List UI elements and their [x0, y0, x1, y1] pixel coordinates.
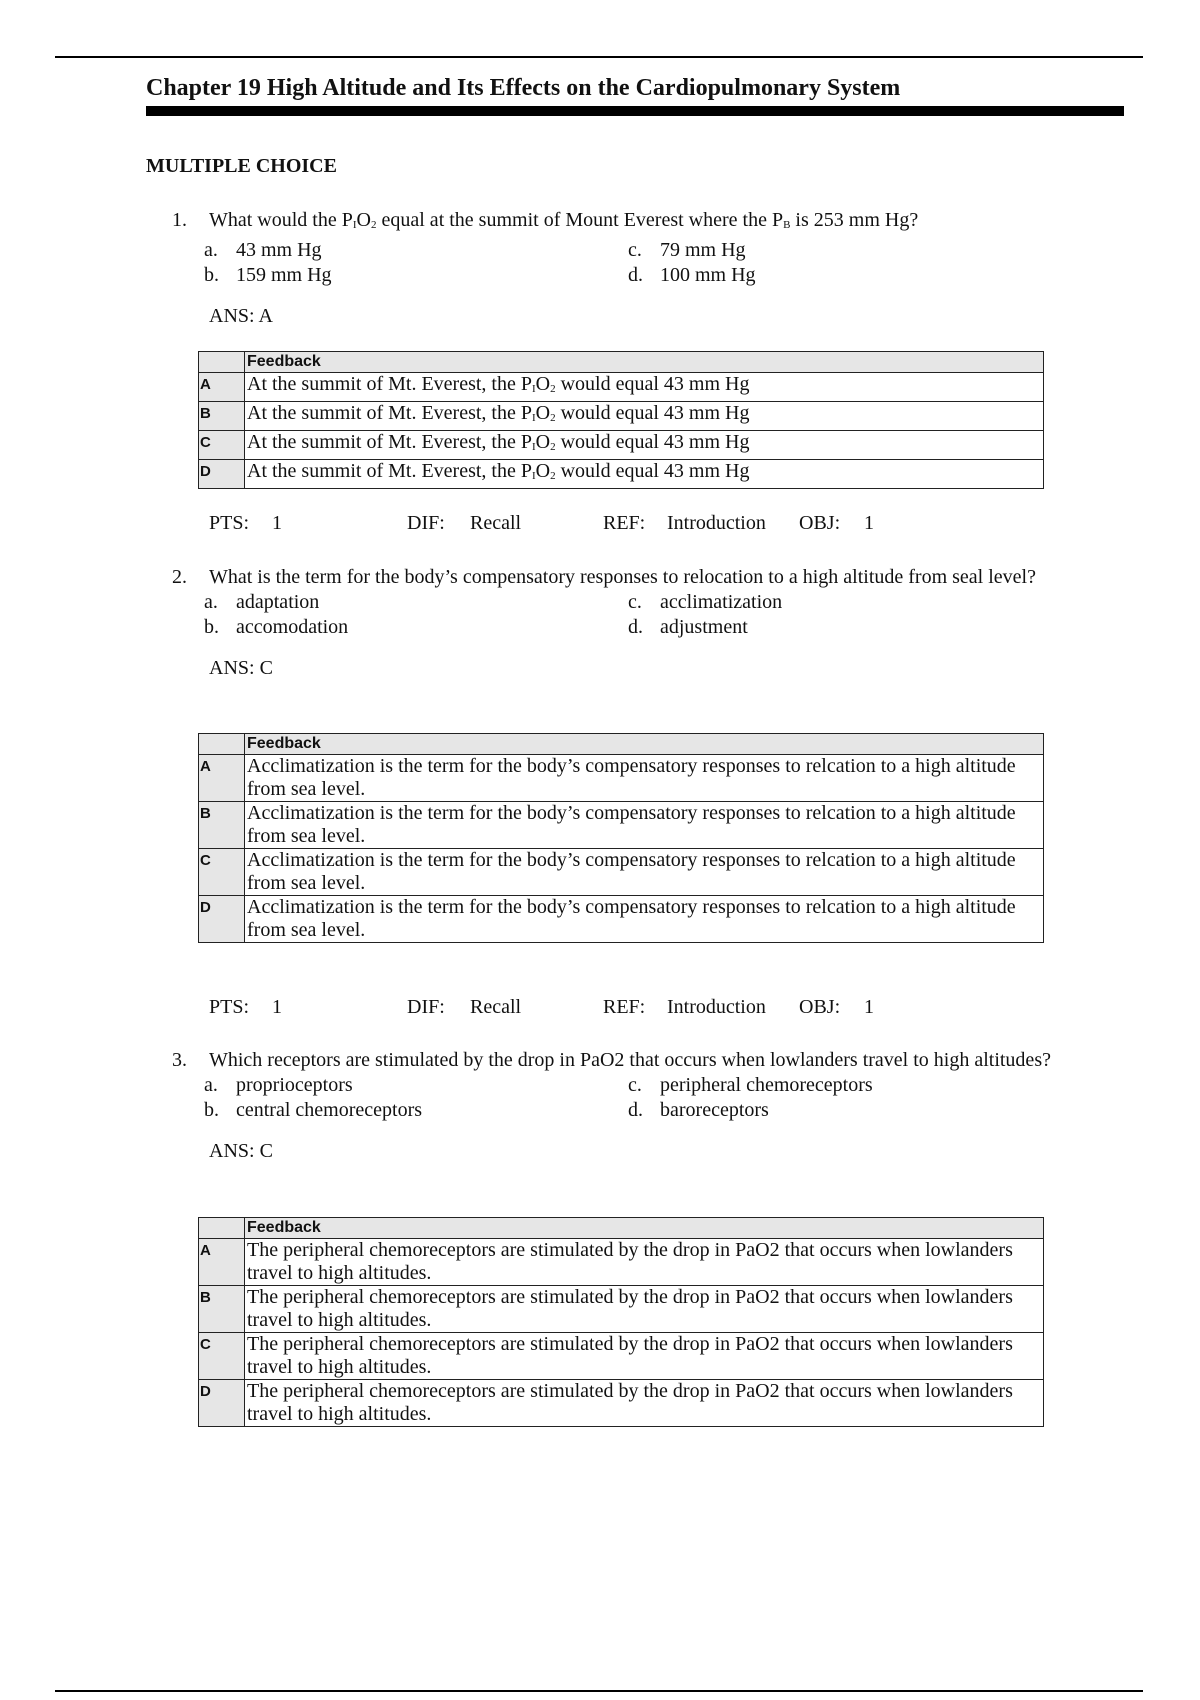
- answer-options: [204, 1073, 1092, 1123]
- feedback-row: B Acclimatization is the term for the body’s compensatory responses to relcation to a high altitude from sea level.: [199, 802, 1044, 849]
- chapter-header: [146, 72, 1124, 116]
- feedback-row: B At the summit of Mt. Everest, the $P_IO_2$ would equal 43 mm Hg: [199, 402, 1044, 431]
- question-number: 2.: [172, 566, 187, 588]
- answer-key: ANS: C: [209, 1140, 273, 1162]
- option-b: b. central chemoreceptors: [204, 1099, 423, 1121]
- question-1: [172, 208, 1092, 329]
- feedback-row: C Acclimatization is the term for the body’s compensatory responses to relcation to a high altitude from sea level.: [199, 849, 1044, 896]
- option-c: c. peripheral chemoreceptors: [628, 1074, 873, 1096]
- feedback-row: A The peripheral chemoreceptors are stimulated by the drop in PaO2 that occurs when lowlanders travel to high altitudes.: [199, 1239, 1044, 1286]
- option-d: d. 100 mm Hg: [628, 264, 756, 286]
- answer-options: [204, 238, 1092, 288]
- feedback-row: D Acclimatization is the term for the body’s compensatory responses to relcation to a high altitude from sea level.: [199, 896, 1044, 943]
- option-b: b. accomodation: [204, 616, 349, 638]
- feedback-header: Feedback: [245, 734, 1044, 755]
- section-heading: MULTIPLE CHOICE: [146, 155, 337, 177]
- question-2: [172, 565, 1092, 681]
- option-a: a. 43 mm Hg: [204, 239, 322, 261]
- feedback-row: B The peripheral chemoreceptors are stimulated by the drop in PaO2 that occurs when lowlanders travel to high altitudes.: [199, 1286, 1044, 1333]
- title-underline-bar: [146, 106, 1124, 116]
- option-d: d. baroreceptors: [628, 1099, 769, 1121]
- feedback-header: Feedback: [245, 1218, 1044, 1239]
- feedback-table: [198, 351, 1044, 489]
- answer-key: ANS: C: [209, 657, 273, 679]
- feedback-row: D The peripheral chemoreceptors are stimulated by the drop in PaO2 that occurs when lowlanders travel to high altitudes.: [199, 1380, 1044, 1427]
- question-metadata: PTS: 1 DIF: Recall REF: Introduction OBJ: 1: [209, 512, 874, 534]
- feedback-row: D At the summit of Mt. Everest, the $P_IO_2$ would equal 43 mm Hg: [199, 460, 1044, 489]
- question-stem: 1. What would the $P_IO_2$ equal at the summit of Mount Everest where the $P_B$ is 253 mm Hg?: [172, 209, 919, 231]
- bottom-rule: [55, 1690, 1143, 1692]
- question-number: 1.: [172, 209, 187, 231]
- option-d: d. adjustment: [628, 616, 748, 638]
- option-a: a. proprioceptors: [204, 1074, 353, 1096]
- question-3: [172, 1048, 1092, 1164]
- feedback-row: A At the summit of Mt. Everest, the $P_IO_2$ would equal 43 mm Hg: [199, 373, 1044, 402]
- question-stem: 2. What is the term for the body’s compensatory responses to relocation to a high altitude from seal level?: [172, 566, 1036, 588]
- option-a: a. adaptation: [204, 591, 320, 613]
- question-metadata: PTS: 1 DIF: Recall REF: Introduction OBJ: 1: [209, 996, 874, 1018]
- question-stem: 3. Which receptors are stimulated by the drop in PaO2 that occurs when lowlanders travel to high altitudes?: [172, 1049, 1051, 1071]
- feedback-table: [198, 1217, 1044, 1427]
- option-c: c. acclimatization: [628, 591, 783, 613]
- feedback-row: C The peripheral chemoreceptors are stimulated by the drop in PaO2 that occurs when lowlanders travel to high altitudes.: [199, 1333, 1044, 1380]
- question-number: 3.: [172, 1049, 187, 1071]
- feedback-row: A Acclimatization is the term for the body’s compensatory responses to relcation to a high altitude from sea level.: [199, 755, 1044, 802]
- chapter-title: Chapter 19 High Altitude and Its Effects on the Cardiopulmonary System: [146, 75, 901, 101]
- feedback-row: C At the summit of Mt. Everest, the $P_IO_2$ would equal 43 mm Hg: [199, 431, 1044, 460]
- feedback-table: [198, 733, 1044, 943]
- option-c: c. 79 mm Hg: [628, 239, 746, 261]
- top-rule: [55, 56, 1143, 58]
- feedback-header: Feedback: [245, 352, 1044, 373]
- answer-options: [204, 590, 1092, 640]
- option-b: b. 159 mm Hg: [204, 264, 332, 286]
- answer-key: ANS: A: [209, 305, 273, 327]
